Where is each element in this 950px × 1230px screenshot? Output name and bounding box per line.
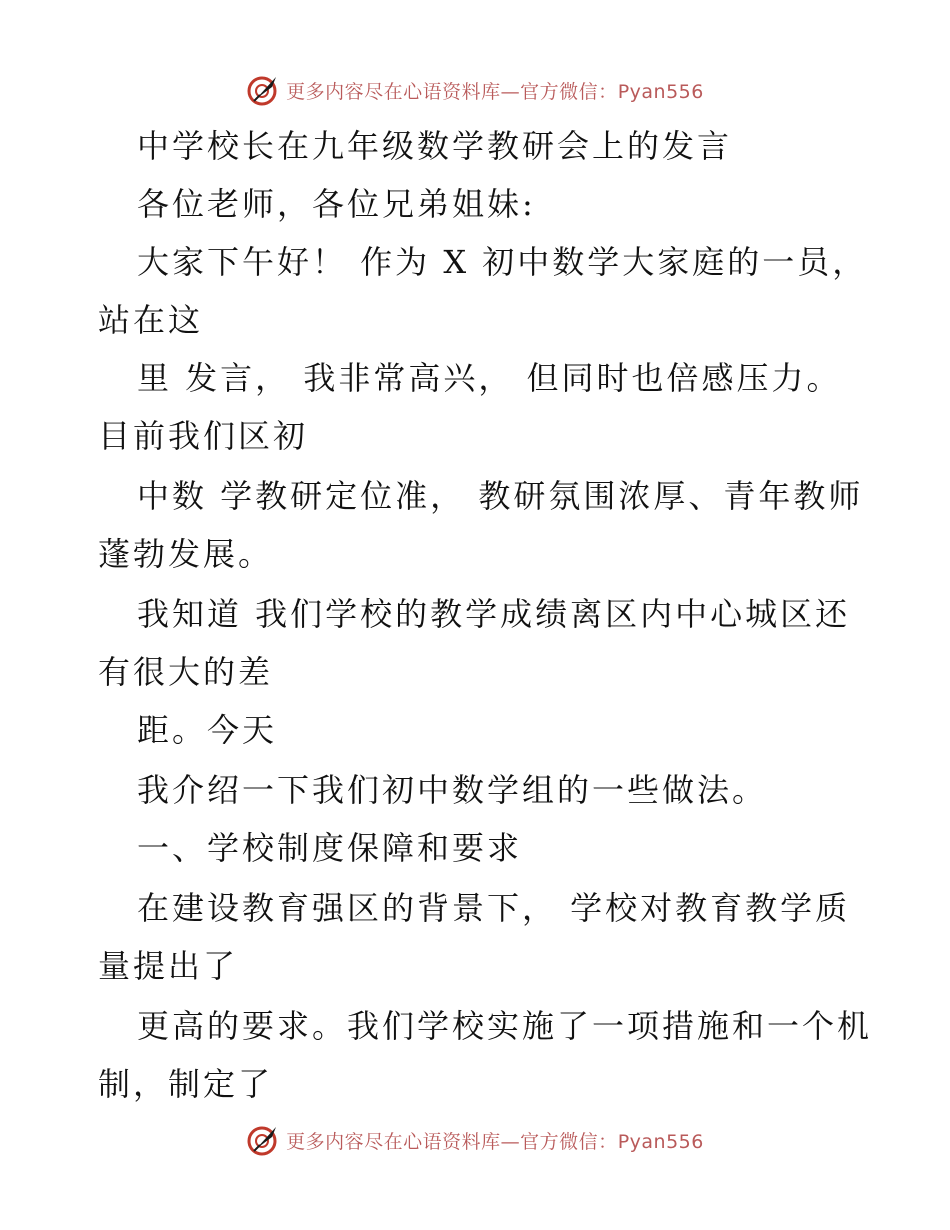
paragraph-line: 里 发言， 我非常高兴， 但同时也倍感压力。 (137, 359, 842, 397)
paragraph-line: 我介绍一下我们初中数学组的一些做法。 (137, 771, 768, 809)
watermark-brand: 更多内容尽在心语资料库 (286, 1130, 501, 1153)
paragraph-line: 中数 学教研定位准， 教研氛围浓厚、青年教师 (137, 477, 864, 515)
paragraph-line: 在建设教育强区的背景下， 学校对教育教学质 (137, 889, 851, 927)
paragraph-line: 距。今天 (137, 711, 278, 749)
document-title: 中学校长在九年级数学教研会上的发言 (137, 127, 733, 165)
paragraph-line: 目前我们区初 (98, 417, 309, 455)
paragraph-line: 站在这 (98, 301, 204, 339)
paragraph-line: 我知道 我们学校的教学成绩离区内中心城区还 (137, 595, 851, 633)
watermark-brand: 更多内容尽在心语资料库 (286, 80, 501, 103)
greeting-line: 各位老师，各位兄弟姐妹: (137, 185, 536, 223)
watermark-wechat-id: Pyan556 (617, 80, 704, 103)
header-watermark (0, 70, 950, 110)
watermark-wechat-label: 官方微信： (520, 1130, 618, 1153)
watermark-dash: — (500, 80, 521, 103)
section-heading: 一、学校制度保障和要求 (137, 829, 523, 867)
watermark-wechat-id: Pyan556 (617, 1130, 704, 1153)
watermark-text (286, 77, 704, 104)
watermark-wechat-label: 官方微信： (520, 80, 618, 103)
quill-logo-icon (246, 1123, 280, 1157)
footer-watermark (0, 1120, 950, 1160)
watermark-dash: — (500, 1130, 521, 1153)
paragraph-line: 更高的要求。我们学校实施了一项措施和一个机 (137, 1007, 873, 1045)
paragraph-line: 有很大的差 (98, 653, 274, 691)
watermark-text (286, 1127, 704, 1154)
paragraph-line: 量提出了 (98, 947, 239, 985)
quill-logo-icon (246, 73, 280, 107)
paragraph-line: 蓬勃发展。 (98, 535, 274, 573)
paragraph-line: 制，制定了 (98, 1065, 274, 1103)
paragraph-line: 大家下午好！ 作为 X 初中数学大家庭的一员， (137, 243, 868, 281)
